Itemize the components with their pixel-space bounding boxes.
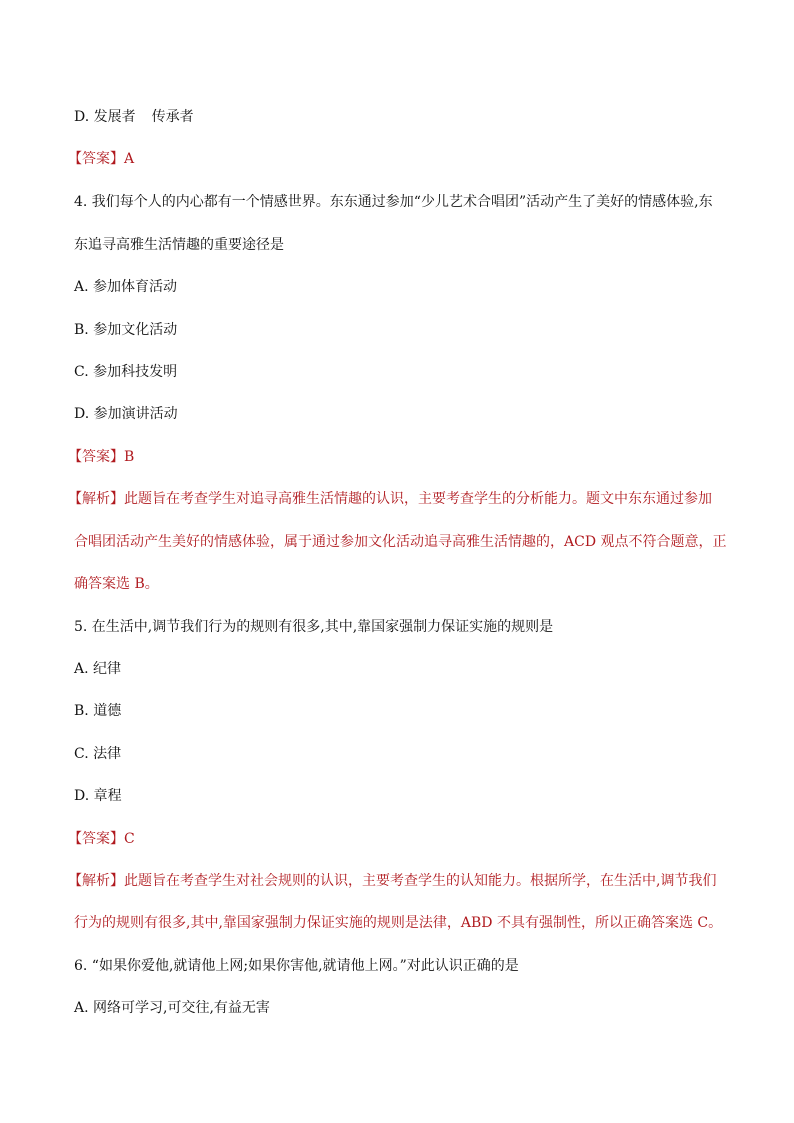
q4-option-a: A. 参加体育活动 (74, 279, 178, 295)
q5-option-a: A. 纪律 (74, 661, 122, 677)
q3-answer: 【答案】A (68, 151, 135, 167)
q4-stem-line2: 东追寻高雅生活情趣的重要途径是 (74, 237, 284, 253)
q4-option-c: C. 参加科技发明 (74, 364, 178, 380)
q6-stem: 6. “如果你爱他,就请他上网;如果你害他,就请他上网。”对此认识正确的是 (74, 958, 519, 974)
q5-option-d: D. 章程 (74, 788, 122, 804)
q5-option-b: B. 道德 (74, 703, 122, 719)
q5-analysis-line2: 行为的规则有很多,其中,靠国家强制力保证实施的规则是法律，ABD 不具有强制性，所以正确答案选 C。 (74, 915, 723, 931)
q5-stem: 5. 在生活中,调节我们行为的规则有很多,其中,靠国家强制力保证实施的规则是 (74, 619, 554, 635)
q4-answer: 【答案】B (68, 449, 135, 465)
q3-option-d (74, 107, 722, 127)
q6-option-a: A. 网络可学习,可交往,有益无害 (74, 1000, 270, 1016)
q4-analysis-line3: 确答案选 B。 (74, 576, 159, 592)
q4-option-d: D. 参加演讲活动 (74, 406, 178, 422)
q4-analysis-line1: 【解析】此题旨在考查学生对追寻高雅生活情趣的认识，主要考查学生的分析能力。题文中东东通过参加 (68, 491, 712, 507)
q4-analysis-line2: 合唱团活动产生美好的情感体验，属于通过参加文化活动追寻高雅生活情趣的，ACD 观点不符合题意，正 (74, 534, 727, 550)
q4-stem-line1: 4. 我们每个人的内心都有一个情感世界。东东通过参加“少儿艺术合唱团”活动产生了美好的情感体验,东 (74, 194, 713, 210)
q5-option-c: C. 法律 (74, 746, 122, 762)
q5-answer: 【答案】C (68, 831, 135, 847)
q5-analysis-line1: 【解析】此题旨在考查学生对社会规则的认识，主要考查学生的认知能力。根据所学，在生活中,调节我们 (68, 873, 717, 889)
q3-option-d-text-b: 传承者 (151, 109, 194, 125)
q4-option-b: B. 参加文化活动 (74, 322, 178, 338)
q3-option-d-text: D. 发展者 (74, 109, 136, 125)
